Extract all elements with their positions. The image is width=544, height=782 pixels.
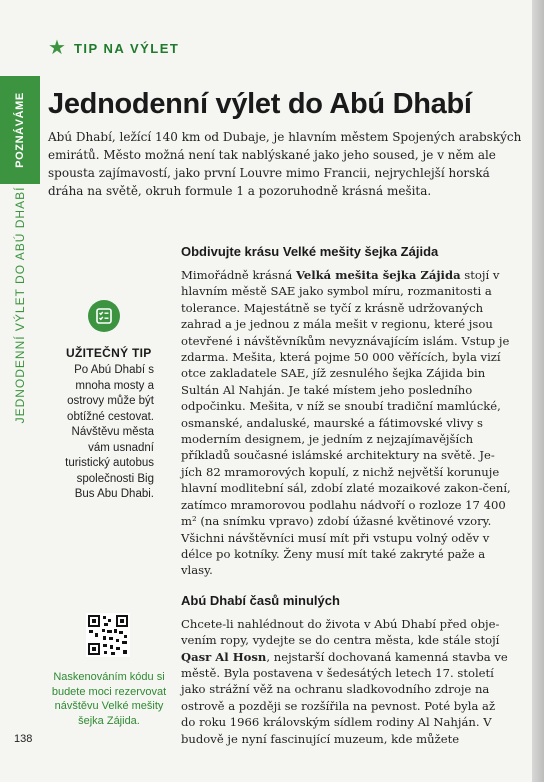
page-title: Jednodenní výlet do Abú Dhabí xyxy=(48,88,472,120)
qr-code[interactable] xyxy=(86,613,130,657)
section2-text-start: Chcete-li nahlédnout do života v Abú Dhabí před obje-vením ropy, vydejte se do centra města, kde stále stojí xyxy=(181,616,500,648)
section1-text-rest: stojí v hlavním městě SAE jako symbol míru, rozmanitosti a tolerance. Majestátně se tyčí z krásně udržovaných zahrad a je jednou z mála mešit v regionu, které jsou otevřené i návštěvníkům nevyznávajícím islám. Vstup je zdarma. Mešita, která pojme 50 000 věřících, byla vizí otce zakladatele SAE, jíž zesnulého šejka Zájida bin Sultán Al Nahján. Je také místem jeho posledního odpočinku. Mešita, v níž se snoubí tradiční mamlúcké, osmanské, andaluské, maurské a fátimovské vlivy s moderním designem, je jedním z nejzajímavějších příkladů současné islámské architektury na světě. Je-jích 82 mramorových kopulí, z nichž největší korunuje hlavní modlitební sál, zdobí zlaté mozaikové zakon-čení, zatímco mramorovou podlahu nádvoří o rozloze 17 400 m² (na snímku vpravo) zdobí úžasné květinové vzory. Všichni návštěvníci musí mít při vstupu volný oděv v délce po kotníky. Ženy musí mít také zakryté paže a vlasy. xyxy=(181,268,511,578)
trip-tip-label xyxy=(48,38,179,58)
page-edge xyxy=(532,0,544,782)
section2-text-rest: , nejstarší dochovaná kamenná stavba ve městě. Byla postavena v šedesátých letech 17. století jako strážní věž na ochranu sladkovodního zdroje na ostrově a později se rozšířila na pevnost. Poté byla až do roku 1966 královským sídlem rodiny Al Nahján. V budově je nyní fascinující muzeum, kde můžete xyxy=(181,649,508,746)
useful-tip-text: Po Abú Dhabí s mnoha mosty a ostrovy může být obtížné cestovat. Návštěvu města vám usnadní turistický autobus společnosti Big Bus Abu Dhabi. xyxy=(65,364,154,500)
section1-paragraph xyxy=(181,267,511,579)
useful-tip-box xyxy=(66,300,156,503)
section1-heading: Obdivujte krásu Velké mešity šejka Zájida xyxy=(181,244,439,259)
qr-note: Naskenováním kódu si budete moci rezervovat návštěvu Velké mešity šejka Zájida. xyxy=(51,671,167,727)
intro-paragraph: Abú Dhabí, ležící 140 km od Dubaje, je hlavním městem Spojených arabských emirátů. Město možná není tak nablýskané jako jeho soused, je v něm ale spousta zajímavostí, jako první Louvre mimo Francii, nejrychlejší horská dráha na světě, okruh formule 1 a pozoruhodně krásná mešita. xyxy=(48,130,522,198)
trip-tip-text: TIP NA VÝLET xyxy=(73,40,180,56)
section2-paragraph xyxy=(181,616,511,747)
section2-heading: Abú Dhabí časů minulých xyxy=(181,592,340,608)
star-icon: ★ xyxy=(48,37,66,59)
mosque-name: Velká mešita šejka Zájida xyxy=(295,268,461,282)
section1-text-start: Mimořádně krásná xyxy=(181,268,296,282)
chapter-vertical-title: JEDNODENNÍ VÝLET DO ABÚ DHABÍ xyxy=(13,186,27,424)
section-tab-label: POZNÁVÁME xyxy=(14,92,26,168)
checklist-icon xyxy=(88,300,120,332)
useful-tip-title: UŽITEČNÝ TIP xyxy=(66,346,152,360)
page-number: 138 xyxy=(14,733,33,745)
main-column xyxy=(181,244,511,747)
fort-name: Qasr Al Hosn xyxy=(181,649,267,664)
section-tab xyxy=(0,76,40,184)
